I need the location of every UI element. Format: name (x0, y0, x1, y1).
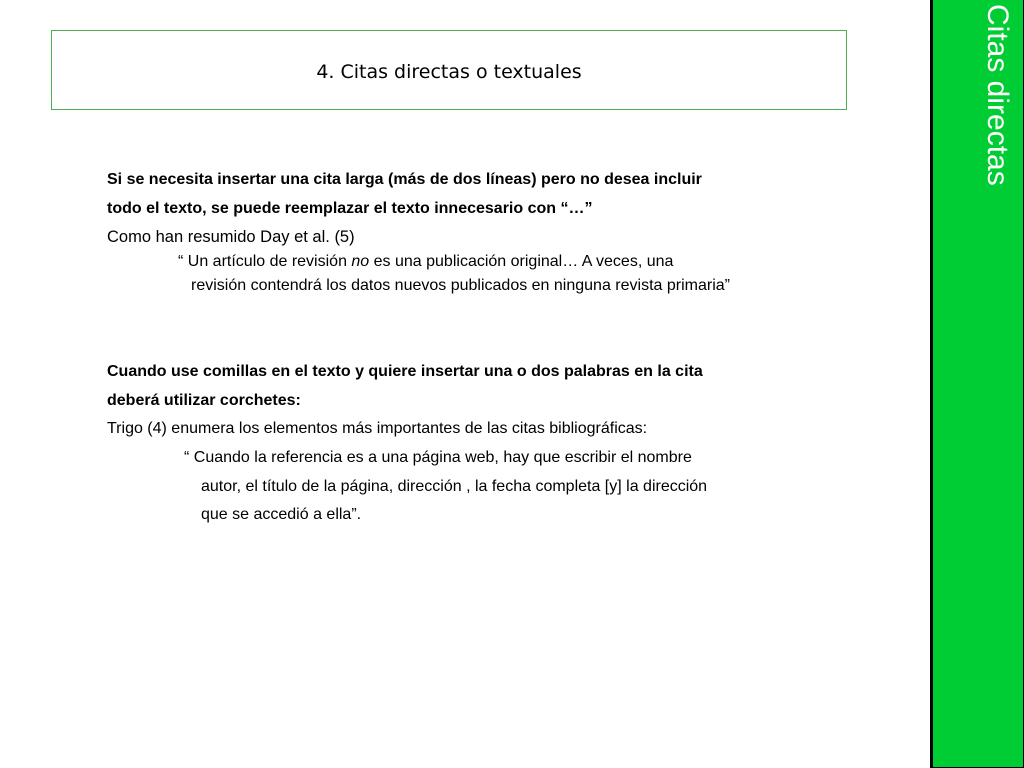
quote-1-line-1 (178, 253, 673, 271)
quote-2-line-3: que se accedió a ella”. (201, 506, 362, 523)
slide-title: 4. Citas directas o textuales (316, 61, 582, 83)
title-box (51, 30, 847, 110)
quote-1-pre: “ Un artículo de revisión (178, 253, 352, 270)
quote-2-line-1: “ Cuando la referencia es a una página web, hay que escribir el nombre (184, 449, 692, 466)
paragraph-1-line-1: Si se necesita insertar una cita larga (más de dos líneas) pero no desea incluir (107, 171, 702, 188)
side-bar (930, 0, 1024, 768)
side-label: Citas directas (981, 4, 1014, 186)
quote-2-line-2: autor, el título de la página, dirección , la fecha completa [y] la dirección (201, 478, 708, 495)
quote-1-italic: no (351, 253, 370, 270)
paragraph-2-line-2: deberá utilizar corchetes: (107, 392, 301, 409)
paragraph-2-line-3: Trigo (4) enumera los elementos más importantes de las citas bibliográficas: (107, 420, 648, 437)
quote-1-post: es una publicación original… A veces, una (369, 253, 674, 270)
paragraph-2-line-1: Cuando use comillas en el texto y quiere insertar una o dos palabras en la cita (107, 363, 703, 380)
paragraph-1-line-2: todo el texto, se puede reemplazar el texto innecesario con “…” (107, 200, 593, 217)
paragraph-1-line-3: Como han resumido Day et al. (5) (107, 228, 355, 246)
quote-1-line-2: revisión contendrá los datos nuevos publicados en ninguna revista primaria” (191, 277, 730, 294)
